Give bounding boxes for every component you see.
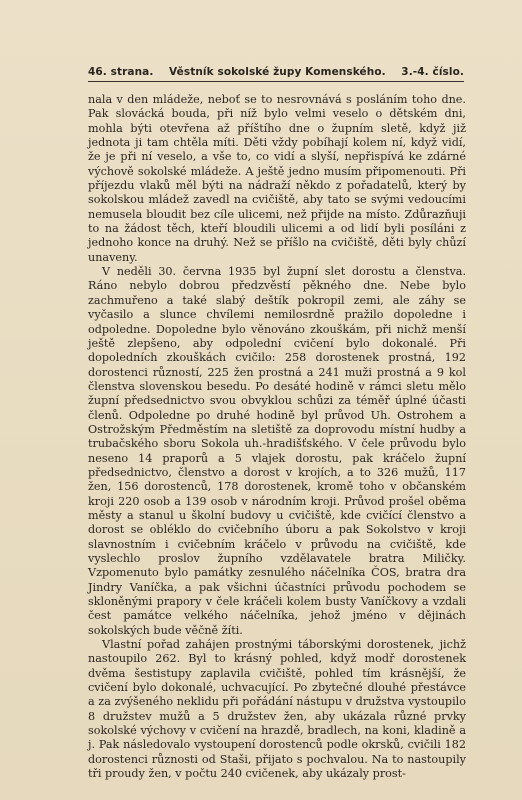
page-number: 46. strana. — [88, 66, 154, 78]
article-body — [88, 93, 466, 782]
paragraph: Vlastní pořad zahájen prostnými táborskými dorostenek, jichž nastoupilo 262. Byl to krásný pohled, když modř dorostenek dvěma šestistupy zaplavila cvičiště, pohled tím krásnější, že cvičení bylo dokonalé, uchvacující. Po zbytečné dlouhé přestávce a za zvýšeného neklidu při pořádání nástupu v družstva vystoupilo 8 družstev mužů a 5 družstev žen, aby ukázala různé prvky sokolské výchovy v cvičení na hrazdě, bradlech, na koni, kladině a j. Pak následovalo vystoupení dorostenců podle okrsků, cvičili 182 dorostenci různosti od Staši, přijato s pochvalou. Na to nastoupily tři proudy žen, v počtu 240 cvičenek, aby ukázaly prost- — [88, 638, 466, 781]
running-header — [88, 66, 464, 82]
paragraph: nala v den mládeže, neboť se to nesrovnává s posláním toho dne. Pak slovácká bouda, při níž bylo velmi veselo o dětském dni, mohla býti otevřena až příštího dne o župním sletě, když již jednota ji tam chtěla míti. Děti vždy pobíhají kolem ní, když vidí, že je při ní veselo, a vše to, co vidí a slyší, nepřispívá ke zdárné výchově sokolské mládeže. A ještě jedno musím připomenouti. Při příjezdu vlaků měl býti na nádraží někdo z pořadatelů, který by sokolskou mládež zavedl na cvičiště, aby tato se svými vedoucími nemusela bloudit bez cíle ulicemi, než přijde na místo. Zdůrazňuji to na žádost těch, kteří bloudili ulicemi a od lidí byli posíláni z jednoho konce na druhý. Než se příšlo na cvičiště, děti byly chůzí unaveny. — [88, 93, 466, 264]
journal-title: Věstník sokolské župy Komenského. — [169, 66, 386, 78]
paragraph: V neděli 30. června 1935 byl župní slet dorostu a členstva. Ráno nebylo dobrou předzvěstí pěkného dne. Nebe bylo zachmuřeno a také slabý deštík pokropil zemi, ale záhy se vyčasilo a slunce chvílemi nemilosrdně pražilo dopoledne i odpoledne. Dopoledne bylo věnováno zkouškám, při nichž menší ještě zlepšeno, aby odpolední cvičení bylo dokonalé. Při dopoledních zkouškách cvičilo: 258 dorostenek prostná, 192 dorostenci růzností, 225 žen prostná a 241 muži prostná a 9 kol členstva slovenskou besedu. Po desáté hodině v rámci sletu mělo župní předsednictvo svou obvyklou schůzi za téměř úplné účasti členů. Odpoledne po druhé hodině byl průvod Uh. Ostrohem a Ostrožským Předměstím na sletiště za doprovodu místní hudby a trubačského sboru Sokola uh.-hradišťského. V čele průvodu bylo neseno 14 praporů a 5 vlajek dorostu, pak kráčelo župní předsednictvo, členstvo a dorost v krojích, a to 326 mužů, 117 žen, 156 dorostenců, 178 dorostenek, kromě toho v občanském kroji 220 osob a 139 osob v národním kroji. Průvod prošel oběma městy a stanul u školní budovy u cvičiště, kde cvičící členstvo a dorost se obléklo do cvičebního úboru a pak Sokolstvo v kroji slavnostním i cvičebním kráčelo v průvodu na cvičiště, kde vyslechlo proslov župního vzdělavatele bratra Miličky. Vzpomenuto bylo památky zesnulého náčelníka ČOS, bratra dra Jindry Vaníčka, a pak všichni účastníci průvodu pochodem se skloněnými prapory v čele kráčeli kolem busty Vaníčkovy a vzdali čest památce velkého náčelníka, jehož jméno v dějinách sokolských bude věčně žíti. — [88, 265, 466, 637]
issue-number: 3.-4. číslo. — [401, 66, 464, 78]
